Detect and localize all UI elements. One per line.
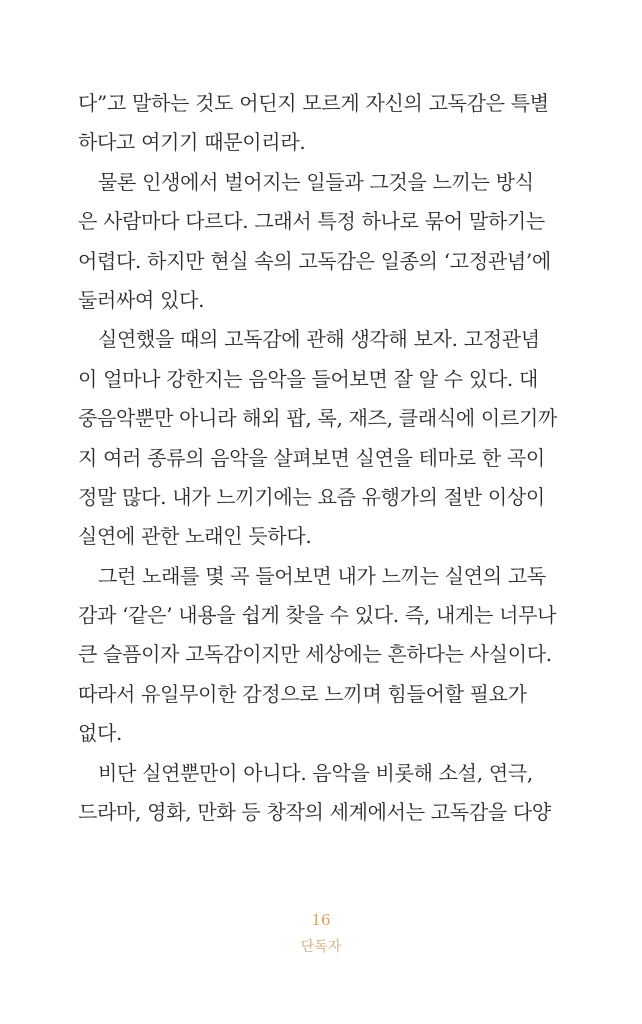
text-line: 하다고 여기기 때문이리라. — [78, 130, 306, 155]
text-line: 감과 ‘같은’ 내용을 쉽게 찾을 수 있다. 즉, 내게는 너무나 — [78, 603, 557, 628]
body-text — [78, 84, 558, 832]
text-line: 따라서 유일무이한 감정으로 느끼며 힘들어할 필요가 — [78, 681, 527, 706]
text-line: 물론 인생에서 벌어지는 일들과 그것을 느끼는 방식 — [98, 169, 534, 194]
text-line: 실연에 관한 노래인 듯하다. — [78, 524, 312, 549]
text-line: 그런 노래를 몇 곡 들어보면 내가 느끼는 실연의 고독 — [98, 563, 546, 588]
text-line: 정말 많다. 내가 느끼기에는 요즘 유행가의 절반 이상이 — [78, 484, 545, 509]
text-line: 어렵다. 하지만 현실 속의 고독감은 일종의 ‘고정관념’에 — [78, 248, 551, 273]
text-line: 실연했을 때의 고독감에 관해 생각해 보자. 고정관념 — [98, 327, 540, 352]
page-number: 16 — [311, 911, 331, 929]
text-line: 드라마, 영화, 만화 등 창작의 세계에서는 고독감을 다양 — [78, 800, 551, 825]
text-line: 지 여러 종류의 음악을 살펴보면 실연을 테마로 한 곡이 — [78, 445, 545, 470]
text-line: 큰 슬픔이자 고독감이지만 세상에는 흔하다는 사실이다. — [78, 642, 552, 667]
text-line: 없다. — [78, 721, 123, 746]
text-line: 다”고 말하는 것도 어딘지 모르게 자신의 고독감은 특별 — [78, 91, 549, 115]
running-title: 단독자 — [300, 939, 342, 955]
text-line: 이 얼마나 강한지는 음악을 들어보면 잘 알 수 있다. 대 — [78, 366, 538, 391]
text-line: 비단 실연뿐만이 아니다. 음악을 비롯해 소설, 연극, — [98, 760, 533, 785]
text-line: 은 사람마다 다르다. 그래서 특정 하나로 묶어 말하기는 — [78, 209, 545, 234]
text-line: 둘러싸여 있다. — [78, 287, 205, 312]
text-line: 중음악뿐만 아니라 해외 팝, 록, 재즈, 클래식에 이르기까 — [78, 406, 558, 431]
